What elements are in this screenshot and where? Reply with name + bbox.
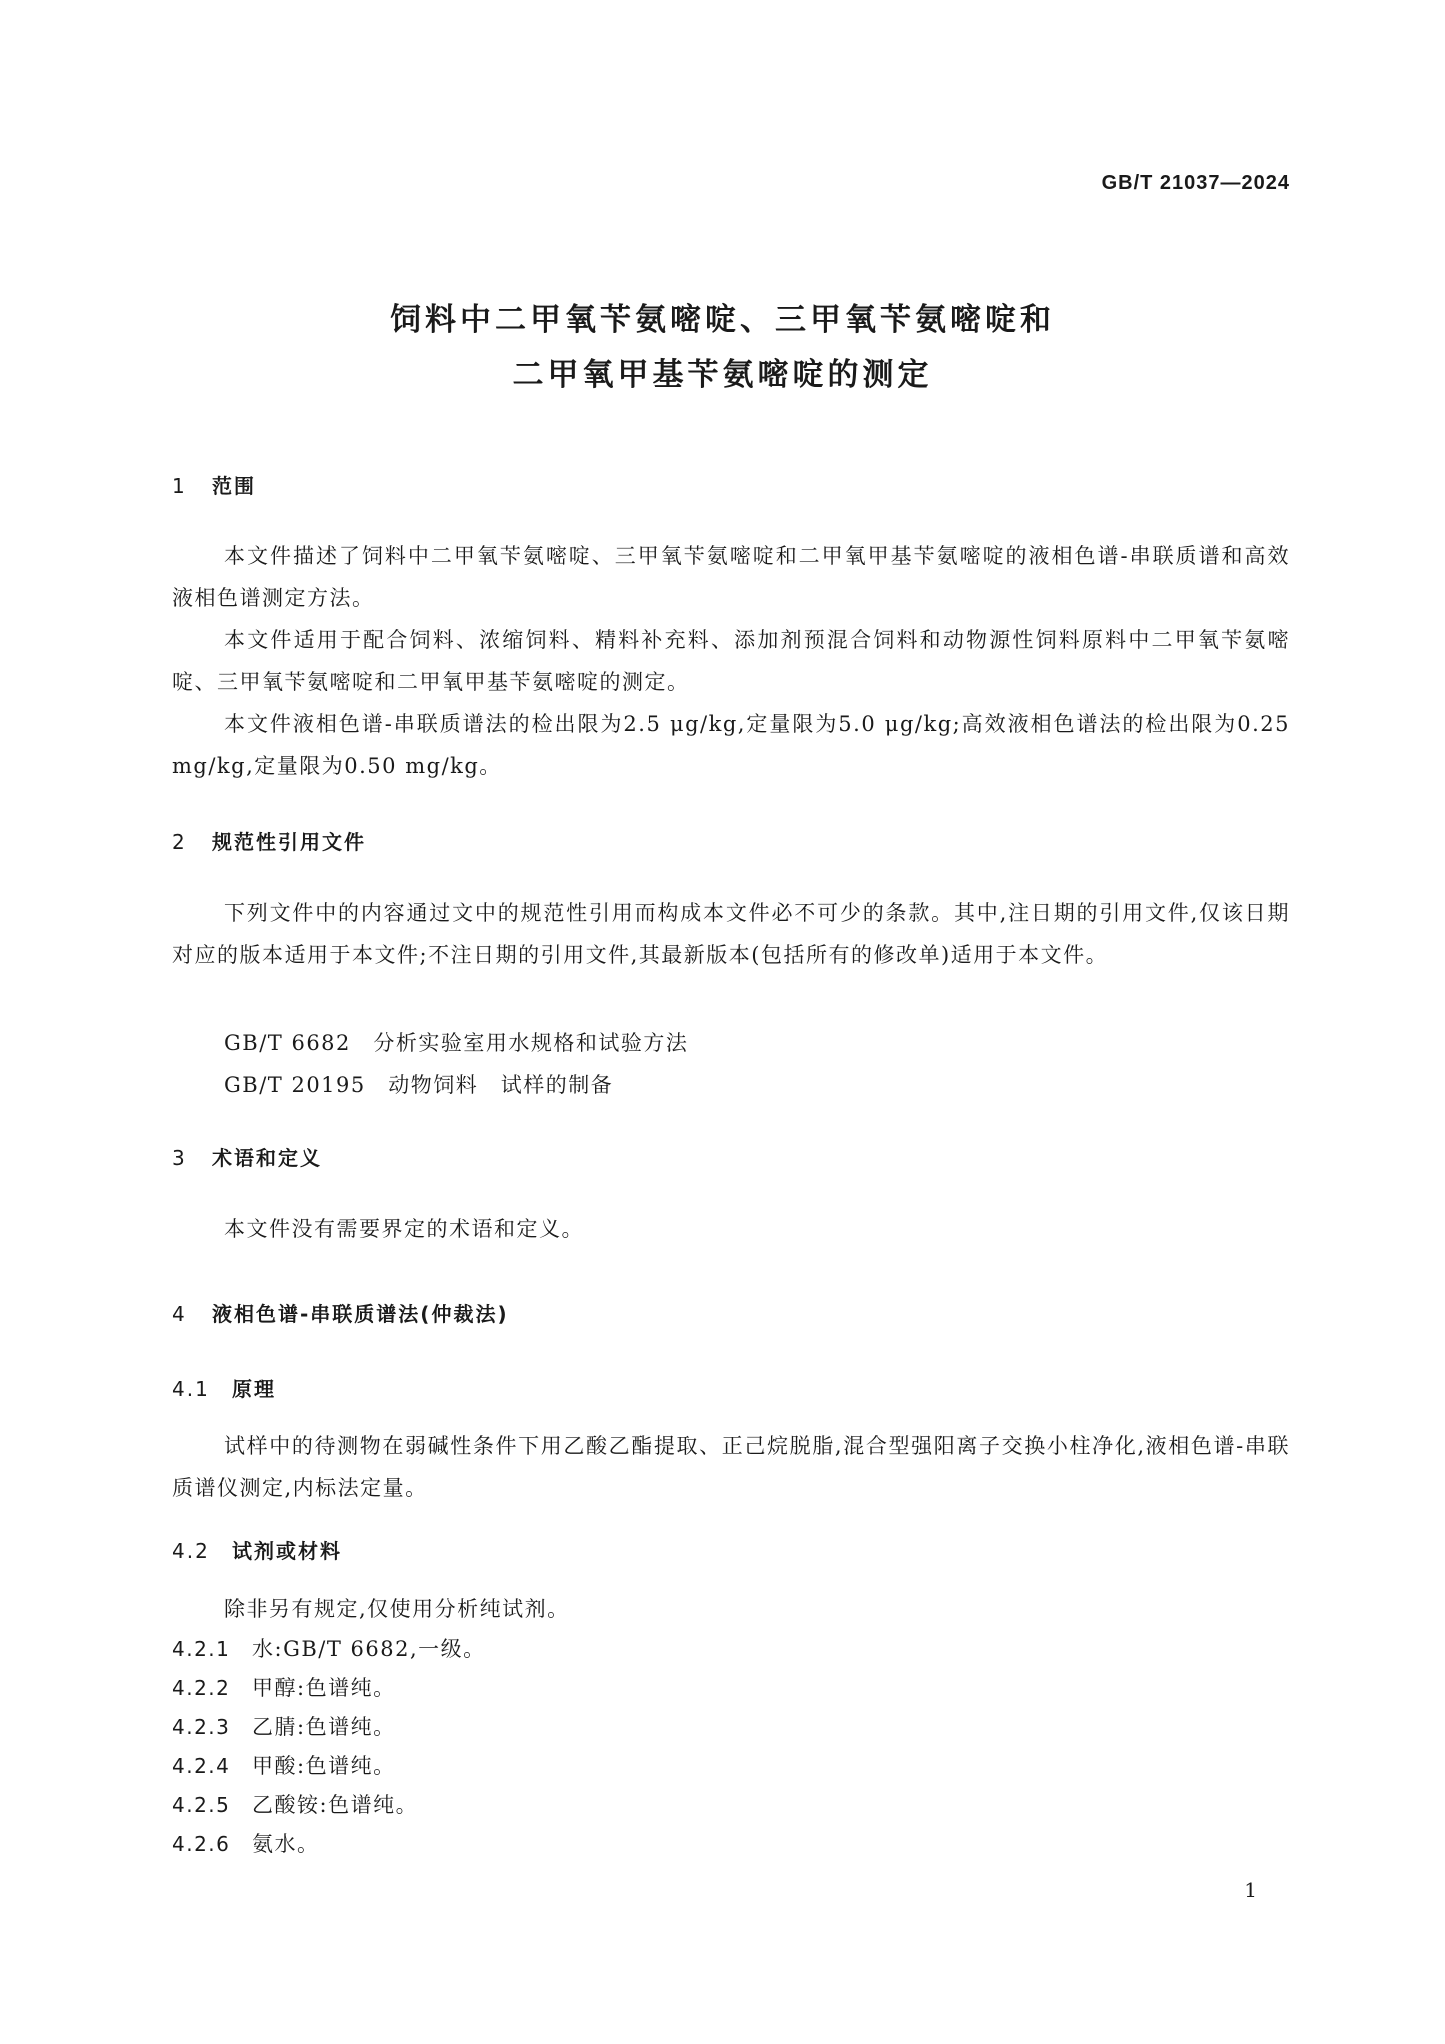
section-1-paragraph-2: 本文件适用于配合饲料、浓缩饲料、精料补充料、添加剂预混合饲料和动物源性饲料原料中二甲氧苄氨嘧啶、三甲氧苄氨嘧啶和二甲氧甲基苄氨嘧啶的测定。 [172, 628, 1290, 694]
item-number: 4.2.6 [172, 1832, 231, 1856]
normative-reference-1: GB/T 6682 分析实验室用水规格和试验方法 [224, 1031, 689, 1055]
reagent-item [172, 1789, 418, 1819]
section-1-paragraph-3: 本文件液相色谱-串联质谱法的检出限为2.5 μg/kg,定量限为5.0 μg/kg;高效液相色谱法的检出限为0.25 mg/kg,定量限为0.50 mg/kg。 [172, 712, 1290, 778]
section-2-heading [172, 826, 366, 855]
reagent-item [172, 1711, 396, 1741]
item-text: 乙腈:色谱纯。 [252, 1715, 396, 1739]
section-1-heading [172, 470, 256, 499]
section-title: 术语和定义 [212, 1146, 322, 1170]
reagent-item [172, 1672, 396, 1702]
section-4-heading [172, 1298, 509, 1327]
section-4-1-paragraph-1: 试样中的待测物在弱碱性条件下用乙酸乙酯提取、正己烷脱脂,混合型强阳离子交换小柱净化,液相色谱-串联质谱仪测定,内标法定量。 [172, 1434, 1290, 1500]
item-text: 氨水。 [252, 1832, 320, 1856]
section-title: 范围 [212, 474, 256, 498]
item-text: 甲酸:色谱纯。 [252, 1754, 396, 1778]
item-number: 4.2.2 [172, 1676, 231, 1700]
item-number: 4.2.4 [172, 1754, 231, 1778]
item-text: 甲醇:色谱纯。 [252, 1676, 396, 1700]
document-title-line-1: 饲料中二甲氧苄氨嘧啶、三甲氧苄氨嘧啶和 [390, 302, 1055, 338]
document-title-line-2: 二甲氧甲基苄氨嘧啶的测定 [512, 357, 933, 393]
section-1-paragraph-1: 本文件描述了饲料中二甲氧苄氨嘧啶、三甲氧苄氨嘧啶和二甲氧甲基苄氨嘧啶的液相色谱-串联质谱和高效液相色谱测定方法。 [172, 544, 1290, 610]
page-number: 1 [1244, 1878, 1257, 1902]
section-number: 1 [172, 474, 187, 498]
item-text: 水:GB/T 6682,一级。 [252, 1637, 486, 1661]
section-2-paragraph-1: 下列文件中的内容通过文中的规范性引用而构成本文件必不可少的条款。其中,注日期的引用文件,仅该日期对应的版本适用于本文件;不注日期的引用文件,其最新版本(包括所有的修改单)适用于本文件。 [172, 901, 1290, 967]
section-number: 4.2 [172, 1539, 210, 1563]
section-title: 规范性引用文件 [212, 830, 366, 854]
section-number: 4 [172, 1302, 187, 1326]
reagent-item [172, 1750, 396, 1780]
section-number: 4.1 [172, 1377, 210, 1401]
reagent-item [172, 1828, 320, 1858]
item-number: 4.2.5 [172, 1793, 231, 1817]
section-3-paragraph-1: 本文件没有需要界定的术语和定义。 [224, 1217, 584, 1241]
standard-number: GB/T 21037—2024 [1101, 172, 1290, 194]
section-title: 原理 [232, 1377, 276, 1401]
section-title: 液相色谱-串联质谱法(仲裁法) [212, 1302, 509, 1326]
item-number: 4.2.1 [172, 1637, 231, 1661]
normative-reference-2: GB/T 20195 动物饲料 试样的制备 [224, 1073, 614, 1097]
reagent-item [172, 1633, 486, 1663]
section-title: 试剂或材料 [232, 1539, 342, 1563]
item-text: 乙酸铵:色谱纯。 [252, 1793, 419, 1817]
section-4-1-heading [172, 1373, 276, 1402]
section-number: 3 [172, 1146, 187, 1170]
section-4-2-heading [172, 1535, 342, 1564]
section-4-2-intro: 除非另有规定,仅使用分析纯试剂。 [224, 1597, 570, 1621]
section-number: 2 [172, 830, 187, 854]
item-number: 4.2.3 [172, 1715, 231, 1739]
section-3-heading [172, 1142, 322, 1171]
